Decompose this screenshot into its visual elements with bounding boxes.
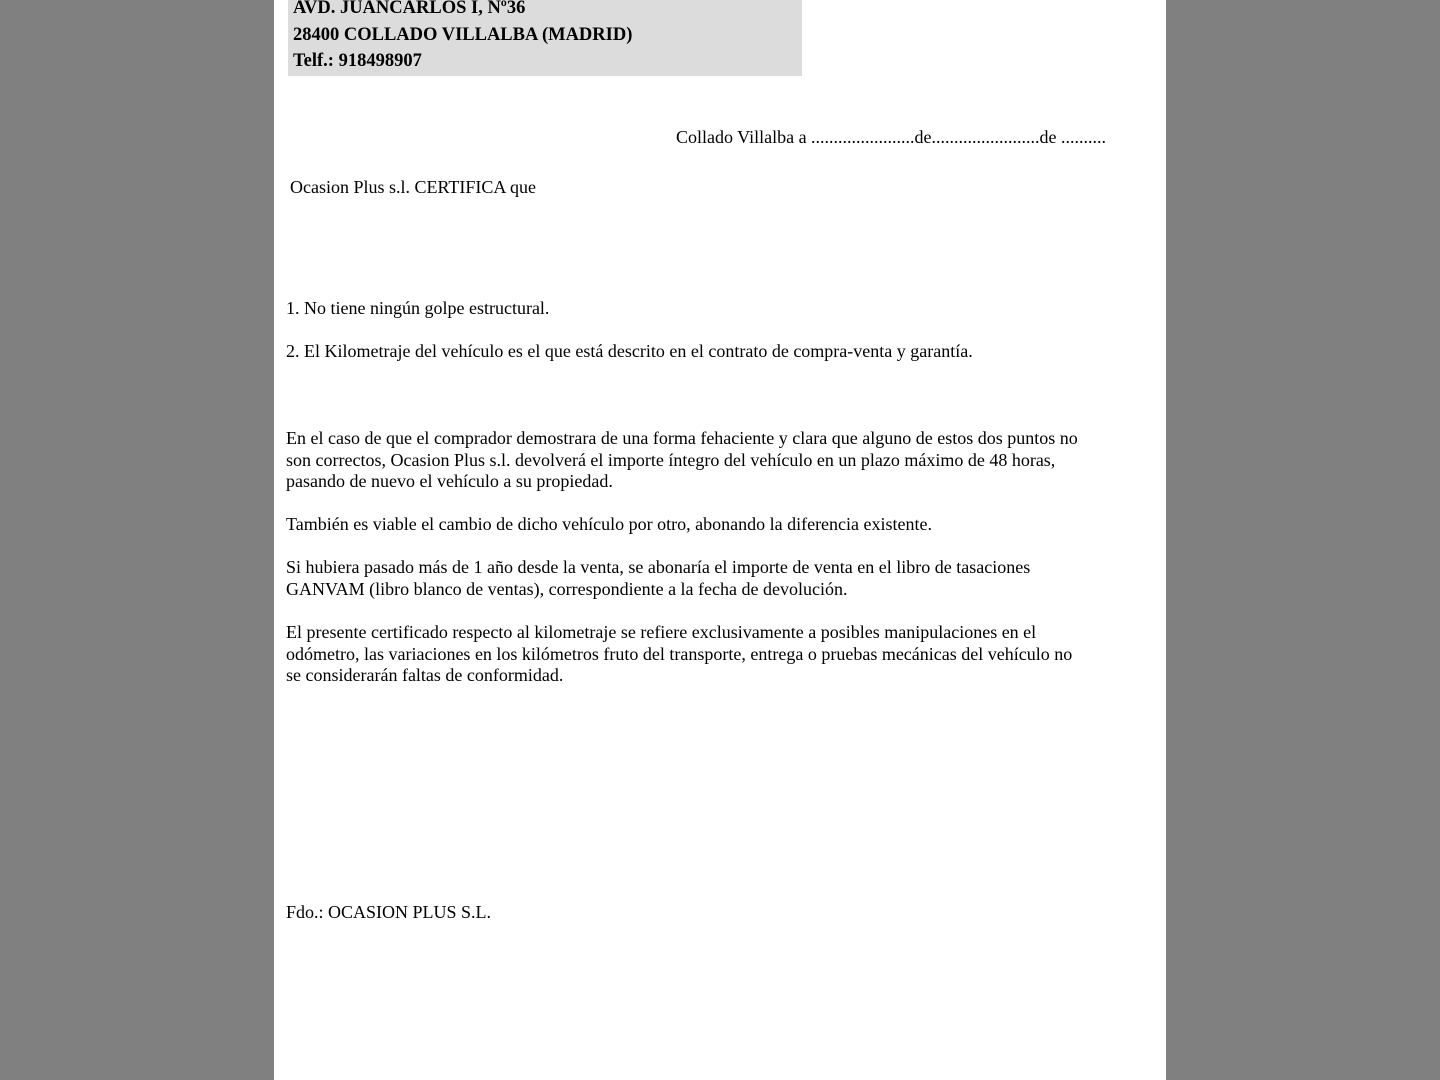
paragraph-line: odómetro, las variaciones en los kilómetros fruto del transporte, entrega o pruebas mecánicas del vehículo no [286,643,1073,664]
valuation-paragraph [286,557,1154,600]
paragraph-line: El presente certificado respecto al kilometraje se refiere exclusivamente a posibles manipulaciones en el [286,622,1037,642]
refund-paragraph [286,428,1154,493]
document-page [274,0,1166,1080]
company-header [288,0,802,76]
paragraph-line: Si hubiera pasado más de 1 año desde la venta, se abonaría el importe de venta en el libro de tasaciones [286,557,1031,577]
clause-2: 2. El Kilometraje del vehículo es el que está descrito en el contrato de compra-venta y garantía. [286,341,973,361]
paragraph-line: son correctos, Ocasion Plus s.l. devolverá el importe íntegro del vehículo en un plazo máximo de 48 horas, [286,449,1056,470]
odometer-paragraph [286,622,1154,687]
paragraph-line: se considerarán faltas de conformidad. [286,665,564,685]
company-city: 28400 COLLADO VILLALBA (MADRID) [293,25,633,45]
date-line: Collado Villalba a .......................de........................de .......... [676,127,1107,147]
paragraph-line: También es viable el cambio de dicho vehículo por otro, abonando la diferencia existente. [286,514,933,534]
signature-line: Fdo.: OCASION PLUS S.L. [286,902,492,922]
certificate-intro: Ocasion Plus s.l. CERTIFICA que [290,177,536,197]
company-address: AVD. JUANCARLOS I, Nº36 [293,0,526,18]
exchange-paragraph [286,514,1154,536]
company-phone: Telf.: 918498907 [293,51,422,71]
paragraph-line: GANVAM (libro blanco de ventas), correspondiente a la fecha de devolución. [286,578,848,599]
paragraph-line: En el caso de que el comprador demostrara de una forma fehaciente y clara que alguno de estos dos puntos no [286,428,1078,448]
clause-1: 1. No tiene ningún golpe estructural. [286,298,550,318]
truncated-footer-text [286,1070,1154,1080]
paragraph-line: pasando de nuevo el vehículo a su propiedad. [286,471,613,491]
